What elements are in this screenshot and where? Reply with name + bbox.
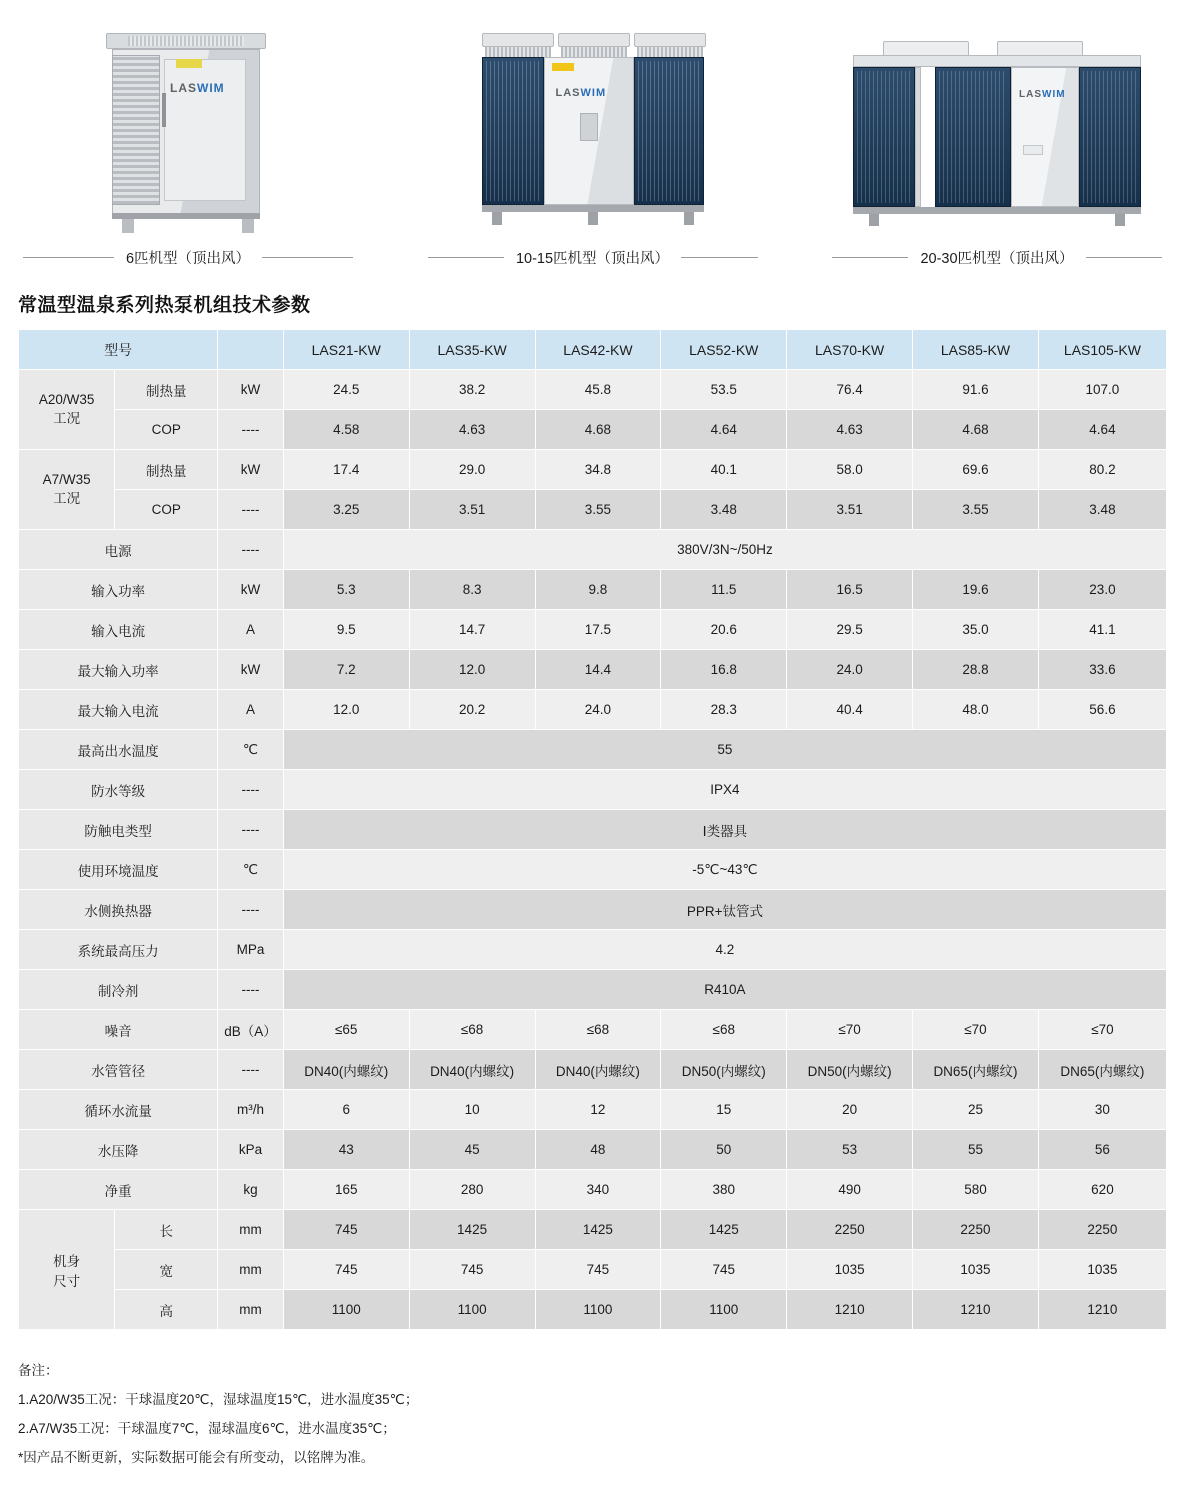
row-unit: kW — [218, 570, 284, 610]
page-title: 常温型温泉系列热泵机组技术参数 — [18, 295, 311, 316]
header-model-4: LAS52-KW — [661, 330, 787, 370]
row-value: 35.0 — [913, 610, 1039, 650]
row-value: 24.5 — [283, 370, 409, 410]
row-unit: ---- — [218, 490, 284, 530]
row-unit: ---- — [218, 530, 284, 570]
row-unit: MPa — [218, 930, 284, 970]
heat-pump-unit-10-15p-illustration: LASWIM — [468, 33, 718, 233]
row-value: 1210 — [1038, 1290, 1166, 1330]
heat-pump-unit-6p-illustration: LASWIM — [98, 33, 278, 233]
row-value: 45 — [409, 1130, 535, 1170]
row-unit: mm — [218, 1210, 284, 1250]
row-value: 24.0 — [535, 690, 661, 730]
row-value: 2250 — [913, 1210, 1039, 1250]
row-value: 12 — [535, 1090, 661, 1130]
row-label: 水侧换热器 — [19, 890, 218, 930]
row-value: 280 — [409, 1170, 535, 1210]
row-value: 17.4 — [283, 450, 409, 490]
row-value: 745 — [409, 1250, 535, 1290]
row-value: 14.7 — [409, 610, 535, 650]
specification-table — [18, 329, 1167, 1330]
row-value: 19.6 — [913, 570, 1039, 610]
row-value: 745 — [283, 1250, 409, 1290]
header-model-3: LAS42-KW — [535, 330, 661, 370]
notes-title: 备注： — [18, 1363, 59, 1378]
row-unit: kW — [218, 450, 284, 490]
row-value: DN40(内螺纹) — [535, 1050, 661, 1090]
product-6p-image — [23, 8, 353, 233]
row-value: 1100 — [535, 1290, 661, 1330]
caption-rule-left — [832, 257, 908, 258]
row-value: 56.6 — [1038, 690, 1166, 730]
row-value-merged: -5℃~43℃ — [283, 850, 1166, 890]
row-label: 制热量 — [115, 370, 218, 410]
row-value: 745 — [283, 1210, 409, 1250]
row-value: 9.8 — [535, 570, 661, 610]
row-label: COP — [115, 490, 218, 530]
row-value: 41.1 — [1038, 610, 1166, 650]
header-model-2: LAS35-KW — [409, 330, 535, 370]
table-row — [19, 650, 1167, 690]
row-value-merged: IPX4 — [283, 770, 1166, 810]
row-group-label: A20/W35 工况 — [19, 370, 115, 450]
row-value: 53.5 — [661, 370, 787, 410]
row-value: 3.55 — [913, 490, 1039, 530]
row-value: 4.58 — [283, 410, 409, 450]
row-value: 3.48 — [1038, 490, 1166, 530]
row-value: 580 — [913, 1170, 1039, 1210]
table-row — [19, 970, 1167, 1010]
product-6p-caption — [23, 247, 353, 268]
row-unit: ---- — [218, 770, 284, 810]
row-value: 12.0 — [283, 690, 409, 730]
row-value: 17.5 — [535, 610, 661, 650]
row-value: ≤68 — [535, 1010, 661, 1050]
row-value: 340 — [535, 1170, 661, 1210]
row-unit: ---- — [218, 810, 284, 850]
product-20-30p-caption — [832, 247, 1162, 268]
table-row — [19, 1290, 1167, 1330]
row-value: 40.4 — [787, 690, 913, 730]
product-20-30p-image — [832, 8, 1162, 233]
row-value: 4.64 — [661, 410, 787, 450]
row-value: 1100 — [283, 1290, 409, 1330]
row-value: 1425 — [661, 1210, 787, 1250]
row-value: 4.68 — [535, 410, 661, 450]
row-value: ≤70 — [1038, 1010, 1166, 1050]
row-label: 水管管径 — [19, 1050, 218, 1090]
row-unit: ---- — [218, 1050, 284, 1090]
product-10-15p — [428, 8, 758, 268]
row-value: ≤65 — [283, 1010, 409, 1050]
row-value: 10 — [409, 1090, 535, 1130]
note-item-1: 1.A20/W35工况：干球温度20℃，湿球温度15℃，进水温度35℃； — [18, 1392, 419, 1408]
row-value: 53 — [787, 1130, 913, 1170]
row-unit: kg — [218, 1170, 284, 1210]
row-label: 制热量 — [115, 450, 218, 490]
header-model-1: LAS21-KW — [283, 330, 409, 370]
row-value: 165 — [283, 1170, 409, 1210]
row-value: DN50(内螺纹) — [787, 1050, 913, 1090]
table-row — [19, 1250, 1167, 1290]
row-value: 4.63 — [787, 410, 913, 450]
row-value: 11.5 — [661, 570, 787, 610]
row-value: 6 — [283, 1090, 409, 1130]
row-value: 45.8 — [535, 370, 661, 410]
product-10-15p-caption — [428, 247, 758, 268]
row-unit: ---- — [218, 890, 284, 930]
row-unit: kW — [218, 650, 284, 690]
row-value: 23.0 — [1038, 570, 1166, 610]
row-value: 76.4 — [787, 370, 913, 410]
table-row — [19, 1050, 1167, 1090]
row-unit: ---- — [218, 410, 284, 450]
row-value-merged: 380V/3N~/50Hz — [283, 530, 1166, 570]
caption-rule-left — [23, 257, 114, 258]
row-value: 490 — [787, 1170, 913, 1210]
table-row — [19, 410, 1167, 450]
row-value: 40.1 — [661, 450, 787, 490]
row-label: 长 — [115, 1210, 218, 1250]
row-unit: m³/h — [218, 1090, 284, 1130]
header-unit-label — [218, 330, 284, 370]
row-value: 1425 — [535, 1210, 661, 1250]
row-value: 28.3 — [661, 690, 787, 730]
table-header-row — [19, 330, 1167, 370]
table-row — [19, 810, 1167, 850]
row-value: 28.8 — [913, 650, 1039, 690]
table-row — [19, 690, 1167, 730]
row-label: 输入电流 — [19, 610, 218, 650]
row-value: 745 — [661, 1250, 787, 1290]
row-value: 58.0 — [787, 450, 913, 490]
row-value: 16.5 — [787, 570, 913, 610]
row-value: 69.6 — [913, 450, 1039, 490]
row-value: 4.68 — [913, 410, 1039, 450]
row-value: ≤68 — [409, 1010, 535, 1050]
row-value: 12.0 — [409, 650, 535, 690]
row-value: DN65(内螺纹) — [913, 1050, 1039, 1090]
row-value: 15 — [661, 1090, 787, 1130]
product-20-30p-caption-text: 20-30匹机型（顶出风） — [920, 251, 1074, 267]
table-row — [19, 1090, 1167, 1130]
row-value: 20.2 — [409, 690, 535, 730]
row-value-merged: 4.2 — [283, 930, 1166, 970]
row-label: 系统最高压力 — [19, 930, 218, 970]
caption-rule-right — [1086, 257, 1162, 258]
table-row — [19, 930, 1167, 970]
row-value: 3.55 — [535, 490, 661, 530]
table-row — [19, 530, 1167, 570]
row-value: 80.2 — [1038, 450, 1166, 490]
table-row — [19, 850, 1167, 890]
table-row — [19, 770, 1167, 810]
row-value: 380 — [661, 1170, 787, 1210]
row-label: 防水等级 — [19, 770, 218, 810]
row-value: 107.0 — [1038, 370, 1166, 410]
row-value: 4.64 — [1038, 410, 1166, 450]
row-unit: mm — [218, 1290, 284, 1330]
row-unit: mm — [218, 1250, 284, 1290]
row-unit: ℃ — [218, 850, 284, 890]
row-value-merged: 55 — [283, 730, 1166, 770]
notes-block — [18, 1356, 1167, 1472]
row-value: 7.2 — [283, 650, 409, 690]
row-label: 循环水流量 — [19, 1090, 218, 1130]
row-label: 水压降 — [19, 1130, 218, 1170]
row-value: ≤70 — [913, 1010, 1039, 1050]
heat-pump-unit-20-30p-illustration: LASWIM — [847, 33, 1147, 233]
row-value-merged: PPR+钛管式 — [283, 890, 1166, 930]
row-label: 输入功率 — [19, 570, 218, 610]
product-10-15p-caption-text: 10-15匹机型（顶出风） — [515, 251, 670, 267]
row-value: 2250 — [1038, 1210, 1166, 1250]
row-value-merged: Ⅰ类器具 — [283, 810, 1166, 850]
table-row — [19, 490, 1167, 530]
table-row — [19, 1130, 1167, 1170]
row-unit: ---- — [218, 970, 284, 1010]
row-label: 防触电类型 — [19, 810, 218, 850]
row-label: 宽 — [115, 1250, 218, 1290]
table-row — [19, 1010, 1167, 1050]
row-value: 16.8 — [661, 650, 787, 690]
row-value: 50 — [661, 1130, 787, 1170]
table-row — [19, 1210, 1167, 1250]
row-unit: kW — [218, 370, 284, 410]
row-value: 3.25 — [283, 490, 409, 530]
table-row — [19, 450, 1167, 490]
row-value: 43 — [283, 1130, 409, 1170]
row-label: 高 — [115, 1290, 218, 1330]
caption-rule-right — [681, 257, 757, 258]
row-value: ≤70 — [787, 1010, 913, 1050]
row-value: 2250 — [787, 1210, 913, 1250]
row-value: 33.6 — [1038, 650, 1166, 690]
row-value: 34.8 — [535, 450, 661, 490]
row-value: 56 — [1038, 1130, 1166, 1170]
row-value: 38.2 — [409, 370, 535, 410]
row-value: 91.6 — [913, 370, 1039, 410]
product-image-row — [18, 0, 1167, 268]
row-value: 1210 — [913, 1290, 1039, 1330]
row-unit: A — [218, 690, 284, 730]
product-20-30p — [832, 8, 1162, 268]
row-value: 55 — [913, 1130, 1039, 1170]
table-row — [19, 570, 1167, 610]
row-value: 3.51 — [409, 490, 535, 530]
note-item-2: 2.A7/W35工况：干球温度7℃，湿球温度6℃，进水温度35℃； — [18, 1421, 396, 1437]
table-row — [19, 1170, 1167, 1210]
row-label: 净重 — [19, 1170, 218, 1210]
row-value: 29.0 — [409, 450, 535, 490]
header-model-7: LAS105-KW — [1038, 330, 1166, 370]
row-label: 使用环境温度 — [19, 850, 218, 890]
row-label: 噪音 — [19, 1010, 218, 1050]
row-value: 3.51 — [787, 490, 913, 530]
row-unit: ℃ — [218, 730, 284, 770]
row-label: 制冷剂 — [19, 970, 218, 1010]
row-value: 20 — [787, 1090, 913, 1130]
product-6p — [23, 8, 353, 268]
table-row — [19, 370, 1167, 410]
row-value: 1425 — [409, 1210, 535, 1250]
row-value: ≤68 — [661, 1010, 787, 1050]
table-row — [19, 730, 1167, 770]
header-model-5: LAS70-KW — [787, 330, 913, 370]
row-value: 20.6 — [661, 610, 787, 650]
row-value: 14.4 — [535, 650, 661, 690]
row-value: 4.63 — [409, 410, 535, 450]
row-label: 最高出水温度 — [19, 730, 218, 770]
row-value: 1100 — [661, 1290, 787, 1330]
row-value: DN40(内螺纹) — [409, 1050, 535, 1090]
row-label: COP — [115, 410, 218, 450]
row-value: DN40(内螺纹) — [283, 1050, 409, 1090]
row-label: 电源 — [19, 530, 218, 570]
row-value: 8.3 — [409, 570, 535, 610]
table-row — [19, 890, 1167, 930]
row-unit: kPa — [218, 1130, 284, 1170]
row-value: 48 — [535, 1130, 661, 1170]
row-value: 30 — [1038, 1090, 1166, 1130]
caption-rule-right — [262, 257, 353, 258]
row-value: 29.5 — [787, 610, 913, 650]
row-value-merged: R410A — [283, 970, 1166, 1010]
row-unit: dB（A） — [218, 1010, 284, 1050]
row-group-label: 机身 尺寸 — [19, 1210, 115, 1330]
row-value: 9.5 — [283, 610, 409, 650]
row-value: 1035 — [913, 1250, 1039, 1290]
row-value: 5.3 — [283, 570, 409, 610]
row-value: DN50(内螺纹) — [661, 1050, 787, 1090]
row-value: 48.0 — [913, 690, 1039, 730]
row-group-label: A7/W35 工况 — [19, 450, 115, 530]
row-label: 最大输入电流 — [19, 690, 218, 730]
table-row — [19, 610, 1167, 650]
row-value: 24.0 — [787, 650, 913, 690]
row-value: 1100 — [409, 1290, 535, 1330]
row-value: 1035 — [1038, 1250, 1166, 1290]
row-value: 745 — [535, 1250, 661, 1290]
row-value: 1210 — [787, 1290, 913, 1330]
row-value: 1035 — [787, 1250, 913, 1290]
product-6p-caption-text: 6匹机型（顶出风） — [125, 251, 251, 267]
note-item-3: *因产品不断更新，实际数据可能会有所变动，以铭牌为准。 — [18, 1450, 375, 1466]
row-value: 3.48 — [661, 490, 787, 530]
row-value: DN65(内螺纹) — [1038, 1050, 1166, 1090]
caption-rule-left — [428, 257, 504, 258]
product-10-15p-image — [428, 8, 758, 233]
row-unit: A — [218, 610, 284, 650]
header-model-label: 型号 — [19, 330, 218, 370]
row-label: 最大输入功率 — [19, 650, 218, 690]
row-value: 25 — [913, 1090, 1039, 1130]
header-model-6: LAS85-KW — [913, 330, 1039, 370]
row-value: 620 — [1038, 1170, 1166, 1210]
